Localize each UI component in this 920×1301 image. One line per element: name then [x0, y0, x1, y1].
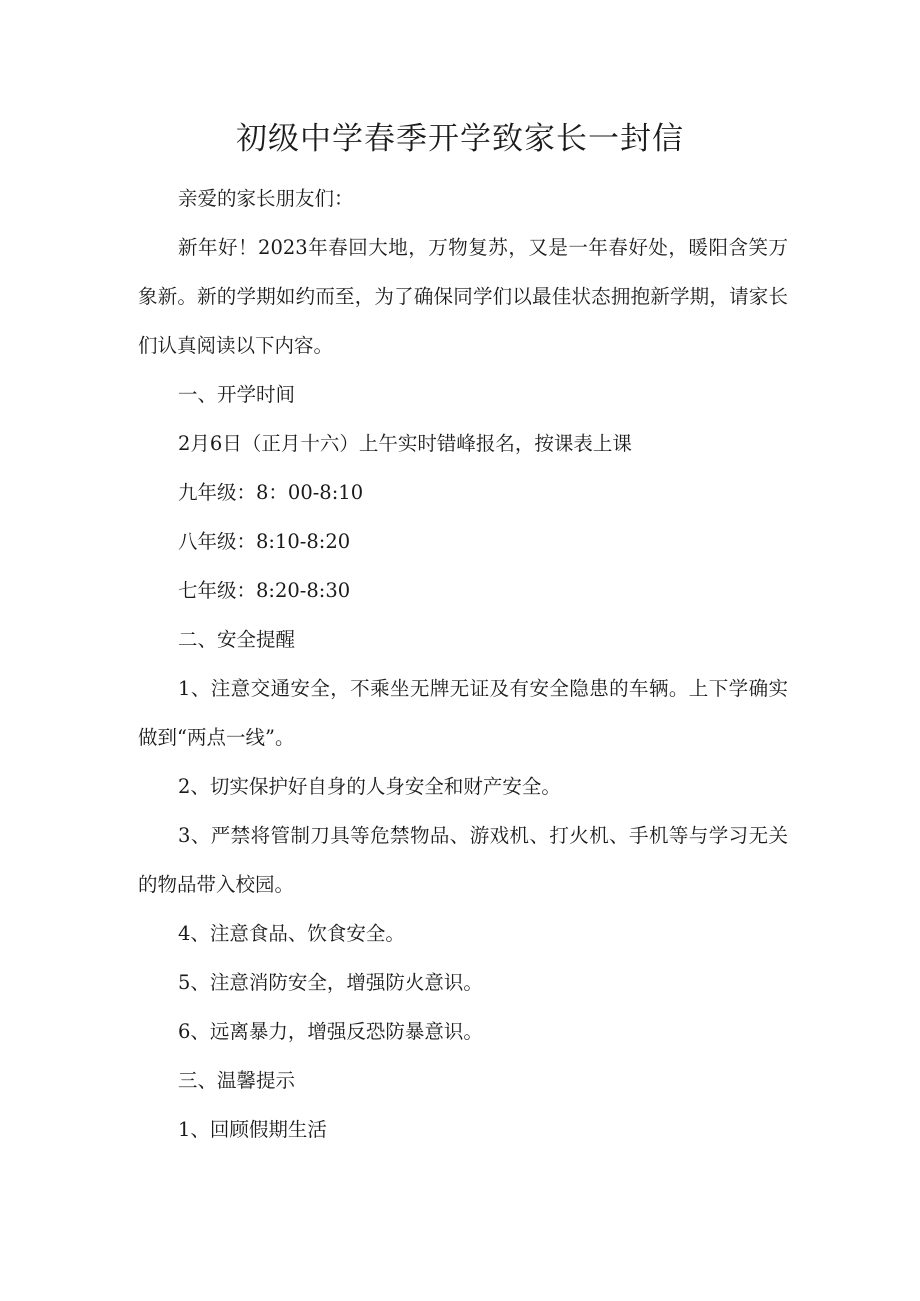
- intro-paragraph: 新年好！2023年春回大地，万物复苏，又是一年春好处，暖阳含笑万象新。新的学期如约而至，为了确保同学们以最佳状态拥抱新学期，请家长们认真阅读以下内容。: [138, 236, 788, 357]
- salutation: 亲爱的家长朋友们：: [178, 187, 354, 210]
- grade-8-time: 八年级：8:10-8:20: [178, 530, 351, 553]
- start-date-line: 2月6日（正月十六）上午实时错峰报名，按课表上课: [178, 432, 632, 455]
- section-heading-start-time: 一、开学时间: [178, 383, 296, 406]
- section-heading-tips: 三、温馨提示: [178, 1069, 296, 1092]
- document-body: [138, 174, 788, 1154]
- safety-item-5: 5、注意消防安全，增强防火意识。: [178, 971, 483, 994]
- safety-item-2: 2、切实保护好自身的人身安全和财产安全。: [178, 775, 561, 798]
- safety-item-6: 6、远离暴力，增强反恐防暴意识。: [178, 1020, 483, 1043]
- grade-7-time: 七年级：8:20-8:30: [178, 579, 351, 602]
- safety-item-3: 3、严禁将管制刀具等危禁物品、游戏机、打火机、手机等与学习无关的物品带入校园。: [138, 824, 788, 896]
- tip-item-1: 1、回顾假期生活: [178, 1118, 327, 1141]
- document-title: 初级中学春季开学致家长一封信: [236, 121, 684, 157]
- safety-item-4: 4、注意食品、饮食安全。: [178, 922, 405, 945]
- grade-9-time: 九年级：8：00-8:10: [178, 481, 364, 504]
- safety-item-1: 1、注意交通安全，不乘坐无牌无证及有安全隐患的车辆。上下学确实做到“两点一线”。: [138, 677, 788, 749]
- section-heading-safety: 二、安全提醒: [178, 628, 296, 651]
